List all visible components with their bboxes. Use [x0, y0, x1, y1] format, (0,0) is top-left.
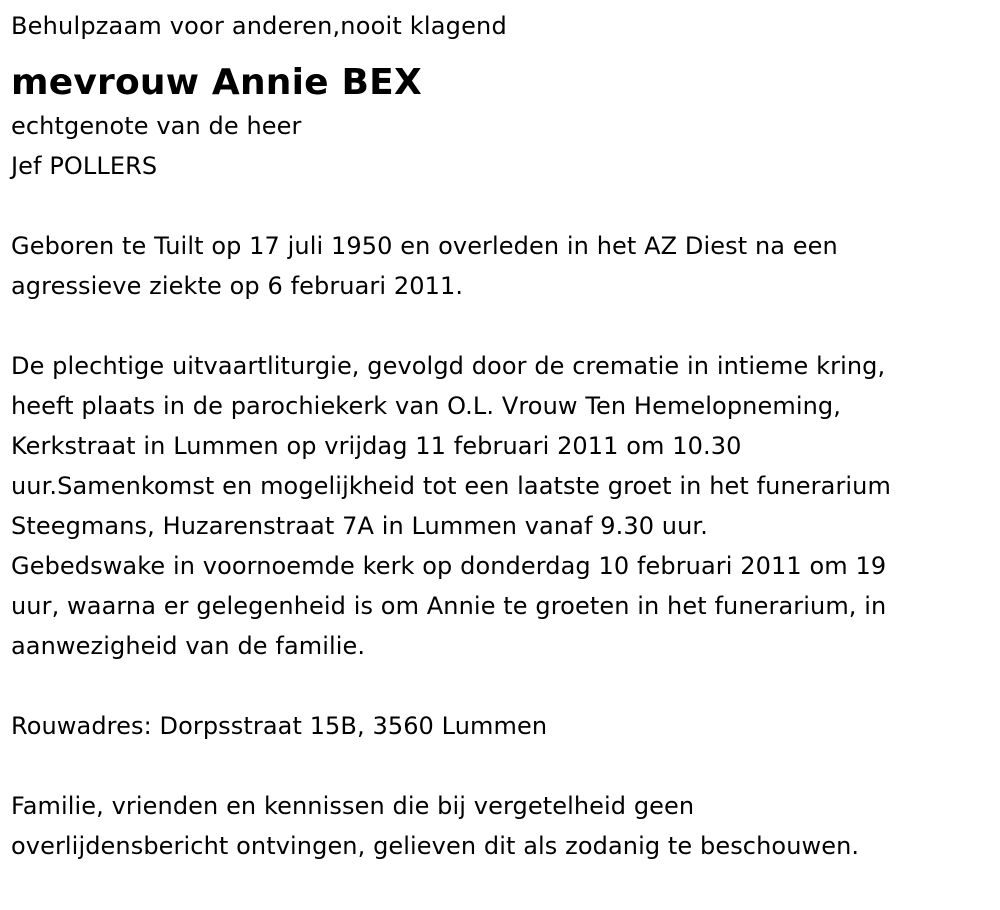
- text-line: aanwezigheid van de familie.: [11, 632, 366, 660]
- text-line: overlijdensbericht ontvingen, gelieven dit als zodanig te beschouwen.: [11, 832, 860, 860]
- text-line: Steegmans, Huzarenstraat 7A in Lummen vanaf 9.30 uur.: [11, 512, 708, 540]
- text-line: uur.Samenkomst en mogelijkheid tot een laatste groet in het funerarium: [11, 472, 891, 500]
- text-line: uur, waarna er gelegenheid is om Annie te groeten in het funerarium, in: [11, 592, 887, 620]
- relation-line: echtgenote van de heer: [11, 112, 302, 140]
- relation-block: [11, 106, 1000, 186]
- text-line: Kerkstraat in Lummen op vrijdag 11 februari 2011 om 10.30: [11, 432, 742, 460]
- text-line: Familie, vrienden en kennissen die bij vergetelheid geen: [11, 792, 695, 820]
- text-line: heeft plaats in de parochiekerk van O.L. Vrouw Ten Hemelopneming,: [11, 392, 841, 420]
- spouse-name: Jef POLLERS: [11, 152, 158, 180]
- text-line: Geboren te Tuilt op 17 juli 1950 en overleden in het AZ Diest na een: [11, 232, 838, 260]
- text-line: Gebedswake in voornoemde kerk op donderdag 10 februari 2011 om 19: [11, 552, 887, 580]
- mourning-address: Rouwadres: Dorpsstraat 15B, 3560 Lummen: [11, 712, 548, 740]
- text-line: De plechtige uitvaartliturgie, gevolgd door de crematie in intieme kring,: [11, 352, 886, 380]
- deceased-name: mevrouw Annie BEX: [11, 62, 422, 103]
- text-line: agressieve ziekte op 6 februari 2011.: [11, 272, 464, 300]
- birth-death-paragraph: [11, 226, 1000, 306]
- closing-paragraph: [11, 786, 1000, 866]
- motto: Behulpzaam voor anderen,nooit klagend: [11, 12, 507, 40]
- ceremony-paragraph: [11, 346, 1000, 666]
